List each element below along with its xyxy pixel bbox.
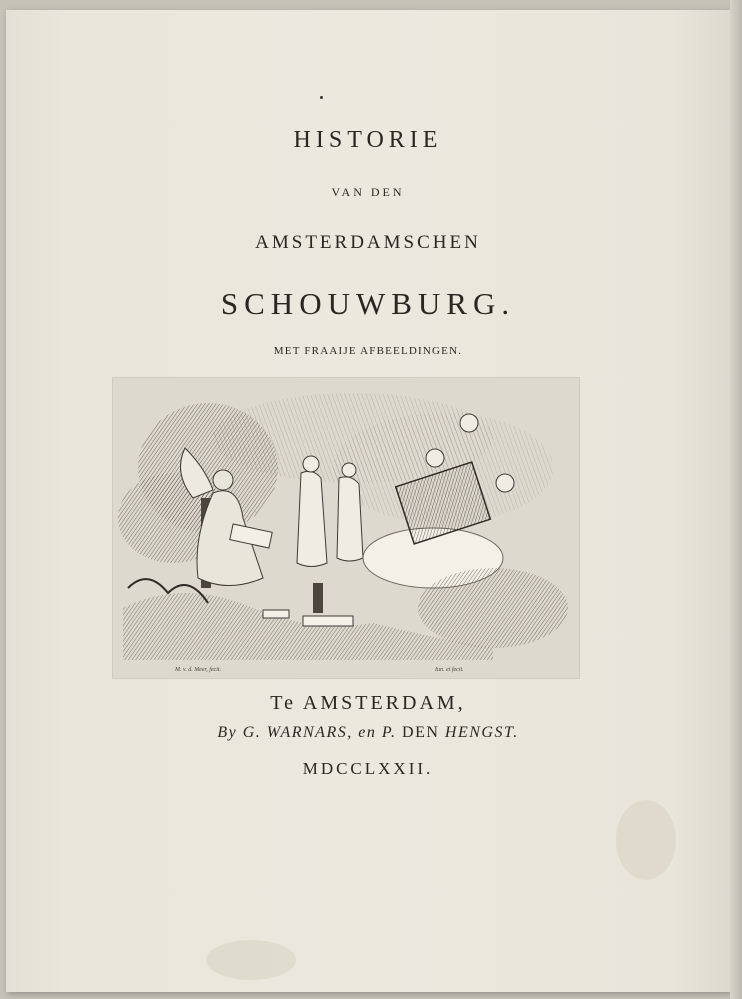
vignette-caption-right: Iun. et fecit. bbox=[435, 667, 464, 673]
engraved-vignette-allegory-icon bbox=[113, 378, 579, 678]
title-page bbox=[6, 10, 730, 992]
printer-dot bbox=[320, 96, 323, 99]
title-amsterdamschen: AMSTERDAMSCHEN bbox=[255, 232, 481, 253]
imprint-publisher-connector: en P. bbox=[358, 724, 397, 741]
imprint-publisher-2: HENGST. bbox=[444, 724, 519, 741]
imprint-year: MDCCLXXII. bbox=[302, 759, 434, 778]
subtitle-illustrations: MET FRAAIJE AFBEELDINGEN. bbox=[273, 345, 463, 357]
imprint-publisher-den: DEN bbox=[402, 724, 440, 741]
vignette-caption-left: M. v. d. Meer, fecit. bbox=[175, 667, 222, 673]
imprint-place: Te AMSTERDAM, bbox=[270, 692, 466, 714]
imprint-publisher-1: By G. WARNARS, bbox=[217, 724, 353, 741]
book-edge bbox=[730, 0, 742, 999]
paper-stain bbox=[616, 800, 676, 880]
title-historie: HISTORIE bbox=[293, 127, 443, 153]
paper-stain bbox=[206, 940, 296, 980]
imprint-publishers bbox=[6, 724, 730, 742]
title-schouwburg: SCHOUWBURG. bbox=[220, 286, 516, 321]
engraved-vignette bbox=[112, 377, 580, 679]
title-van-den: VAN DEN bbox=[331, 185, 405, 199]
